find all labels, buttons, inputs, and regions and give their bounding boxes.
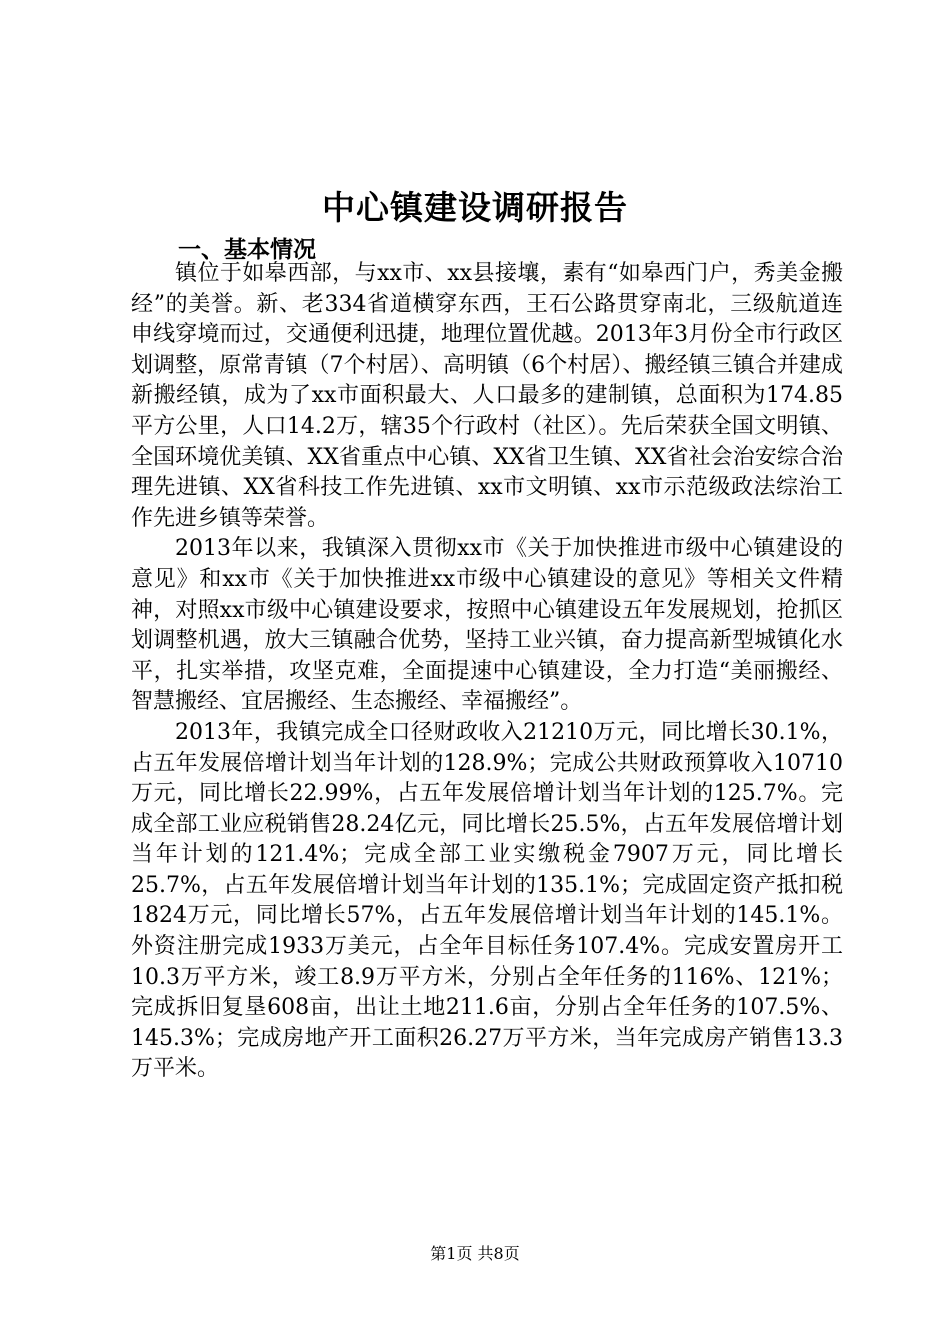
- paragraph-basic-info: 镇位于如皋西部，与xx市、xx县接壤，素有“如皋西门户，秀美金搬经”的美誉。新、老334省道横穿东西，王石公路贯穿南北，三级航道连申线穿境而过，交通便利迅捷，地理位置优越。2013年3月份全市行政区划调整，原常青镇（7个村居）、高明镇（6个村居）、搬经镇三镇合并建成新搬经镇，成为了xx市面积最大、人口最多的建制镇，总面积为174.85平方公里，人口14.2万，辖35个行政村（社区）。先后荣获全国文明镇、全国环境优美镇、XX省重点中心镇、XX省卫生镇、XX省社会治安综合治理先进镇、XX省科技工作先进镇、xx市文明镇、xx市示范级政法综治工作先进乡镇等荣誉。: [131, 261, 843, 531]
- document-body: [131, 259, 843, 1085]
- document-title: 中心镇建设调研报告: [322, 188, 628, 227]
- paragraph-since-2013: 2013年以来，我镇深入贯彻xx市《关于加快推进市级中心镇建设的意见》和xx市《关于加快推进xx市级中心镇建设的意见》等相关文件精神，对照xx市级中心镇建设要求，按照中心镇建设五年发展规划，抢抓区划调整机遇，放大三镇融合优势，坚持工业兴镇，奋力提高新型城镇化水平，扎实举措，攻坚克难，全面提速中心镇建设，全力打造“美丽搬经、智慧搬经、宜居搬经、生态搬经、幸福搬经”。: [131, 536, 843, 715]
- paragraph-2013-results: 2013年，我镇完成全口径财政收入21210万元，同比增长30.1%，占五年发展倍增计划当年计划的128.9%；完成公共财政预算收入10710万元，同比增长22.99%，占五年发展倍增计划当年计划的125.7%。完成全部工业应税销售28.24亿元，同比增长25.5%，占五年发展倍增计划当年计划的121.4%；完成全部工业实缴税金7907万元，同比增长25.7%，占五年发展倍增计划当年计划的135.1%；完成固定资产抵扣税1824万元，同比增长57%，占五年发展倍增计划当年计划的145.1%。外资注册完成1933万美元，占全年目标任务107.4%。完成安置房开工10.3万平方米，竣工8.9万平方米，分别占全年任务的116%、121%；完成拆旧复垦608亩，出让土地211.6亩，分别占全年任务的107.5%、145.3%；完成房地产开工面积26.27万平方米，当年完成房产销售13.3万平米。: [131, 719, 843, 1082]
- page-footer: 第1页 共8页: [430, 1244, 520, 1263]
- section-heading: 一、基本情况: [178, 237, 316, 263]
